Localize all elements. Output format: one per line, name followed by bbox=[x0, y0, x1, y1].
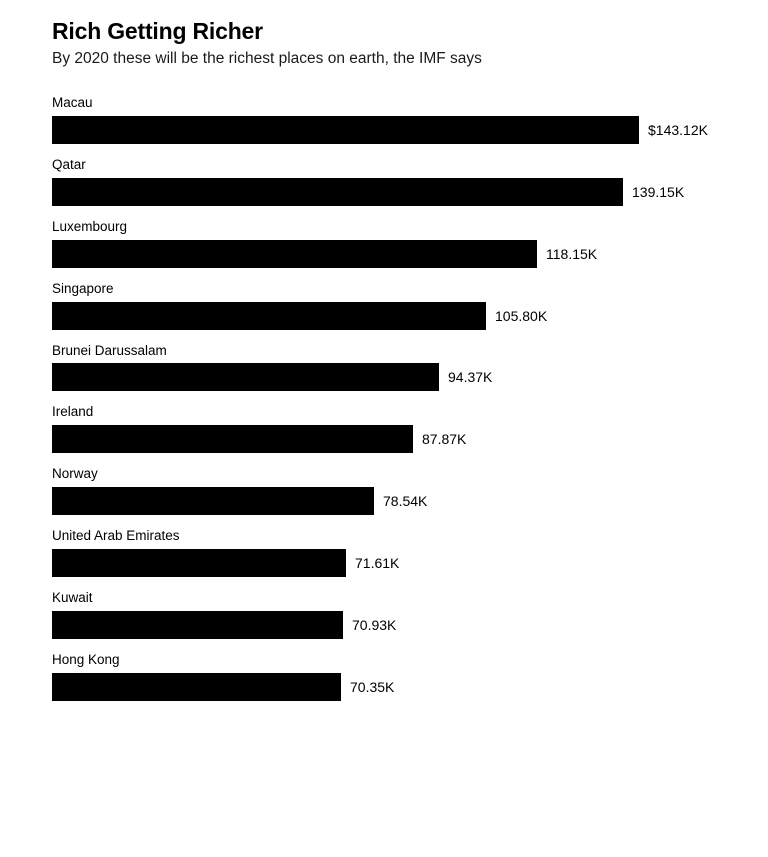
bar-group bbox=[52, 466, 730, 515]
bar-group bbox=[52, 281, 730, 330]
bar-row bbox=[52, 363, 730, 391]
bar-category-label: Hong Kong bbox=[52, 651, 120, 667]
bar-fill bbox=[52, 363, 439, 391]
bar-category-label: Kuwait bbox=[52, 590, 93, 606]
bar-group bbox=[52, 404, 730, 453]
bar-group bbox=[52, 528, 730, 577]
bar-fill bbox=[52, 611, 343, 639]
bar-category-label: United Arab Emirates bbox=[52, 528, 180, 544]
bar-group bbox=[52, 652, 730, 701]
bar-category-label: Norway bbox=[52, 466, 98, 482]
bar-row bbox=[52, 673, 730, 701]
bar-value-label: 87.87K bbox=[422, 431, 467, 448]
bar-fill bbox=[52, 240, 537, 268]
bar-chart-plot-area bbox=[52, 95, 730, 701]
bar-row bbox=[52, 549, 730, 577]
bar-group bbox=[52, 590, 730, 639]
bar-value-label: 94.37K bbox=[448, 369, 493, 386]
bar-category-label: Singapore bbox=[52, 280, 114, 296]
chart-title: Rich Getting Richer bbox=[52, 18, 263, 44]
bar-row bbox=[52, 116, 730, 144]
bar-row bbox=[52, 302, 730, 330]
bar-fill bbox=[52, 487, 374, 515]
bar-fill bbox=[52, 302, 486, 330]
bar-category-label: Brunei Darussalam bbox=[52, 342, 167, 358]
bar-category-label: Luxembourg bbox=[52, 218, 128, 234]
bar-fill bbox=[52, 116, 639, 144]
bar-fill bbox=[52, 425, 413, 453]
bar-row bbox=[52, 425, 730, 453]
bar-fill bbox=[52, 178, 623, 206]
bar-row bbox=[52, 178, 730, 206]
bar-row bbox=[52, 240, 730, 268]
bar-row bbox=[52, 611, 730, 639]
bar-category-label: Qatar bbox=[52, 156, 86, 172]
bar-fill bbox=[52, 673, 341, 701]
bar-value-label: $143.12K bbox=[648, 121, 708, 138]
bar-value-label: 105.80K bbox=[495, 307, 548, 324]
bar-group bbox=[52, 343, 730, 392]
bar-group bbox=[52, 95, 730, 144]
bar-category-label: Macau bbox=[52, 95, 93, 111]
bar-fill bbox=[52, 549, 346, 577]
bar-group bbox=[52, 157, 730, 206]
bar-value-label: 70.35K bbox=[350, 678, 395, 695]
bar-row bbox=[52, 487, 730, 515]
bar-value-label: 70.93K bbox=[352, 616, 397, 633]
bar-value-label: 78.54K bbox=[383, 493, 428, 510]
bar-group bbox=[52, 219, 730, 268]
bar-value-label: 71.61K bbox=[355, 555, 400, 572]
bar-category-label: Ireland bbox=[52, 404, 94, 420]
bar-value-label: 118.15K bbox=[546, 245, 598, 262]
bar-value-label: 139.15K bbox=[632, 183, 685, 200]
chart-subtitle: By 2020 these will be the richest places on earth, the IMF says bbox=[52, 50, 482, 68]
